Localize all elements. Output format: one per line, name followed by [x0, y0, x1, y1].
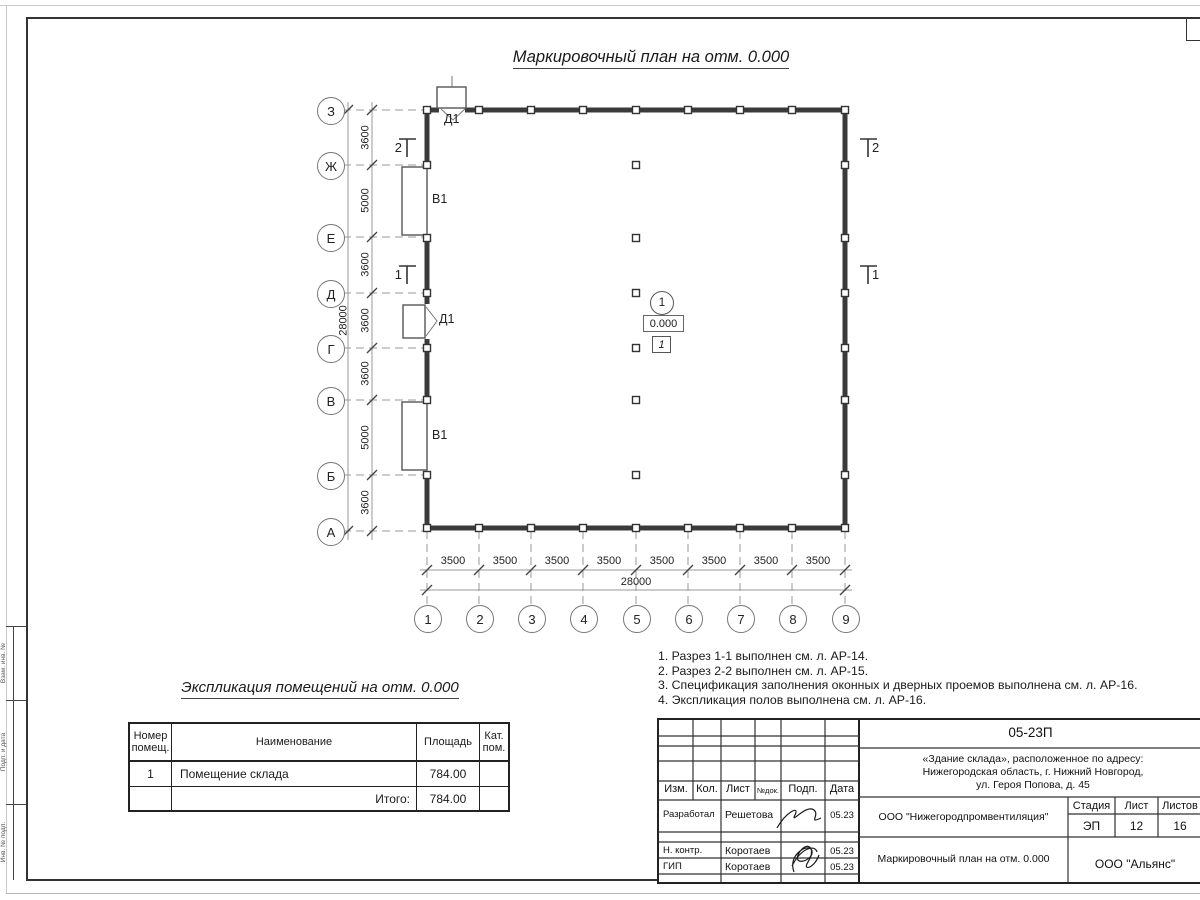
col-axis-bubble: 7	[727, 605, 755, 633]
cell-empty	[480, 787, 508, 810]
building-walls	[427, 110, 845, 528]
name-ncontrol: Коротаев	[725, 845, 771, 857]
section-number: 2	[394, 140, 402, 155]
dim-label: 3600	[359, 252, 372, 277]
sheet-value: 12	[1129, 819, 1144, 833]
section-number: 1	[394, 267, 402, 282]
row-axis-bubble: Д	[317, 280, 345, 308]
col-axis-bubble: 3	[518, 605, 546, 633]
row-axis-bubble: Б	[317, 462, 345, 490]
col-header-number: Номер помещ.	[130, 724, 172, 762]
column-squares	[424, 107, 849, 532]
header-ndok: №док.	[757, 786, 779, 795]
col-axis-bubble: 4	[570, 605, 598, 633]
dim-label: 3500	[596, 555, 622, 567]
cell-room-number: 1	[130, 762, 172, 787]
sheet-label: Лист	[1124, 800, 1149, 812]
header-izm: Изм.	[664, 783, 688, 795]
side-label-podp: Подп. и дата	[0, 732, 7, 772]
door-box-mid	[403, 305, 425, 338]
cell-room-area: 784.00	[417, 762, 480, 787]
name-gip: Коротаев	[725, 861, 771, 873]
col-axis-bubble: 5	[623, 605, 651, 633]
row-axis-bubble: Е	[317, 224, 345, 252]
explication-title	[140, 679, 500, 696]
dim-label: 5000	[359, 425, 372, 450]
date-ncontrol: 05.23	[830, 846, 854, 857]
section-number: 1	[872, 267, 880, 282]
note-line: 3. Спецификация заполнения оконных и дверных проемов выполнена см. л. АР-16.	[658, 678, 1138, 692]
col-axis-bubble: 1	[414, 605, 442, 633]
dim-label: 3500	[492, 555, 518, 567]
room-number-bubble: 1	[650, 291, 674, 315]
floor-type-box: 1	[652, 336, 671, 353]
cell-room-name: Помещение склада	[172, 762, 417, 787]
side-label-inv: Инв. № подл.	[0, 821, 7, 863]
row-axis-bubble: З	[317, 97, 345, 125]
signature-scribbles	[777, 809, 821, 872]
name-developed: Решетова	[725, 809, 774, 821]
role-gip: ГИП	[663, 861, 682, 872]
title-block	[657, 718, 1200, 884]
window-box-upper	[402, 167, 427, 235]
explication-title-text: Экспликация помещений на отм. 0.000	[181, 679, 458, 699]
header-data: Дата	[829, 783, 855, 795]
note-line: 1. Разрез 1-1 выполнен см. л. АР-14.	[658, 649, 869, 663]
cell-total-value: 784.00	[417, 787, 480, 810]
col-axis-bubble: 8	[779, 605, 807, 633]
door-label-mid: Д1	[439, 312, 455, 326]
cell-room-category	[480, 762, 508, 787]
col-header-name: Наименование	[172, 724, 417, 762]
role-developed: Разработал	[663, 809, 715, 820]
cell-total-label: Итого:	[172, 787, 417, 810]
header-podp: Подп.	[788, 783, 818, 795]
dim-label: 3500	[544, 555, 570, 567]
row-axis-bubble: В	[317, 387, 345, 415]
project-code: 05-23П	[1008, 725, 1053, 740]
org-designer: ООО "Нижегородпромвентиляция"	[878, 811, 1049, 823]
window-label-lower: В1	[432, 428, 448, 442]
header-kol: Кол.	[696, 783, 718, 795]
row-axis-bubble: Г	[317, 335, 345, 363]
dim-total-bottom: 28000	[620, 576, 652, 588]
col-axis-bubble: 2	[466, 605, 494, 633]
dim-label: 3500	[649, 555, 675, 567]
sheets-value: 16	[1173, 819, 1187, 833]
note-line: 4. Экспликация полов выполнена см. л. АР-16.	[658, 693, 927, 707]
dim-label: 3600	[359, 125, 372, 150]
dim-label: 3600	[359, 490, 372, 515]
sheet-title: Маркировочный план на отм. 0.000	[877, 853, 1050, 865]
dim-label: 3500	[805, 555, 831, 567]
dim-label: 3600	[359, 361, 372, 386]
dim-label: 3500	[701, 555, 727, 567]
sheets-label: Листов	[1162, 800, 1198, 812]
note-line: 2. Разрез 2-2 выполнен см. л. АР-15.	[658, 664, 869, 678]
object-address-line: Нижегородская область, г. Нижний Новгород,	[922, 766, 1144, 778]
row-axis-bubble: Ж	[317, 152, 345, 180]
elevation-box: 0.000	[643, 315, 684, 332]
dim-label: 3500	[753, 555, 779, 567]
window-label-upper: В1	[432, 192, 448, 206]
vestibule-box	[437, 87, 466, 108]
col-axis-bubble: 6	[675, 605, 703, 633]
org-customer: ООО "Альянс"	[1094, 857, 1176, 871]
dim-label: 3600	[359, 308, 372, 333]
stage-value: ЭП	[1082, 819, 1101, 833]
window-box-lower	[402, 402, 427, 470]
dim-label: 3500	[440, 555, 466, 567]
col-header-area: Площадь	[417, 724, 480, 762]
object-address-line: «Здание склада», расположенное по адресу:	[922, 753, 1144, 765]
dim-label: 5000	[359, 188, 372, 213]
opening-boxes	[402, 87, 466, 470]
cell-empty	[130, 787, 172, 810]
date-developed: 05.23	[830, 810, 854, 821]
object-address-line: ул. Героя Попова, д. 45	[976, 779, 1090, 791]
row-axis-bubble: А	[317, 518, 345, 546]
drawing-title-text: Маркировочный план на отм. 0.000	[513, 48, 789, 69]
door-label-top: Д1	[444, 112, 460, 126]
stage-label: Стадия	[1072, 800, 1111, 812]
col-axis-bubble: 9	[832, 605, 860, 633]
section-cut-marks	[399, 139, 877, 284]
col-header-category: Кат. пом.	[480, 724, 508, 762]
dim-total-left: 28000	[337, 305, 350, 336]
role-ncontrol: Н. контр.	[663, 845, 703, 856]
side-label-vzam: Взам. инв. №	[0, 642, 7, 684]
header-list: Лист	[726, 783, 750, 795]
explication-table	[128, 722, 510, 812]
section-number: 2	[872, 140, 880, 155]
date-gip: 05.23	[830, 862, 854, 873]
